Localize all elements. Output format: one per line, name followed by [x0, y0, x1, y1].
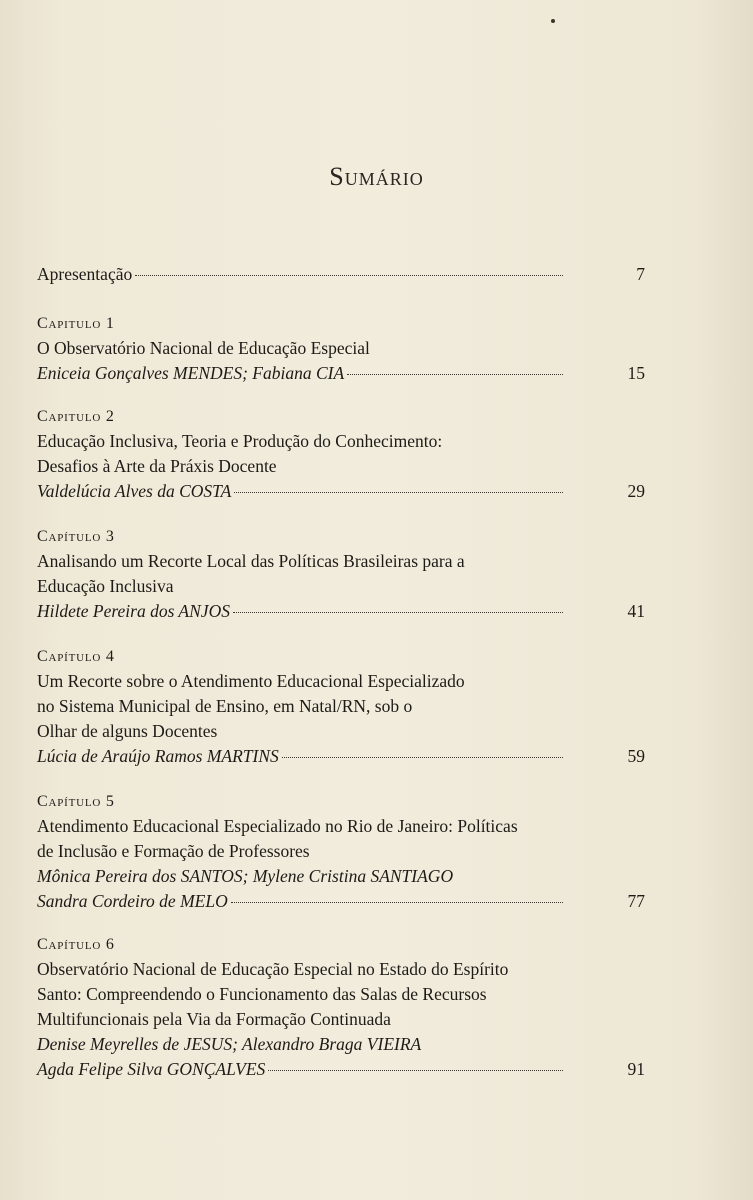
chapter-author: Sandra Cordeiro de MELO: [37, 891, 228, 911]
page-number: 41: [627, 601, 645, 621]
chapter-title-line: Olhar de alguns Docentes: [37, 721, 218, 741]
dot-leader: [268, 1070, 563, 1071]
dot-leader: [347, 374, 563, 375]
leader-line: [37, 1057, 563, 1082]
toc-entry-chapter-4: [37, 645, 645, 769]
dot-leader: [231, 902, 563, 903]
leader-line: [37, 262, 563, 287]
chapter-title-line: Observatório Nacional de Educação Especial no Estado do Espírito: [37, 959, 509, 979]
page-number: 91: [627, 1059, 645, 1079]
chapter-title-line: de Inclusão e Formação de Professores: [37, 841, 310, 861]
chapter-title-line: Santo: Compreendendo o Funcionamento das Salas de Recursos: [37, 984, 487, 1004]
page-number: 77: [627, 891, 645, 911]
page-number: 59: [627, 746, 645, 766]
chapter-title-line: O Observatório Nacional de Educação Especial: [37, 338, 370, 358]
chapter-label: Capítulo 5: [37, 793, 115, 810]
leader-line: [37, 479, 563, 504]
chapter-author: Agda Felipe Silva GONÇALVES: [37, 1059, 266, 1079]
chapter-author: Eniceia Gonçalves MENDES; Fabiana CIA: [37, 363, 345, 383]
page-number: 7: [636, 264, 645, 284]
page-title: Sumário: [329, 162, 424, 191]
chapter-author: Valdelúcia Alves da COSTA: [37, 481, 232, 501]
toc-entry-chapter-3: [37, 525, 645, 624]
ink-dot: [551, 19, 555, 23]
chapter-label: Capitulo 2: [37, 408, 115, 425]
leader-line: [37, 744, 563, 769]
dot-leader: [233, 612, 563, 613]
chapter-title-line: no Sistema Municipal de Ensino, em Natal/RN, sob o: [37, 696, 413, 716]
page-number: 29: [627, 481, 645, 501]
toc-entry-chapter-1: [37, 312, 645, 386]
chapter-title-line: Atendimento Educacional Especializado no Rio de Janeiro: Políticas: [37, 816, 518, 836]
dot-leader: [282, 757, 563, 758]
chapter-title-line: Desafios à Arte da Práxis Docente: [37, 456, 277, 476]
chapter-label: Capítulo 6: [37, 936, 115, 953]
chapter-title-line: Um Recorte sobre o Atendimento Educacional Especializado: [37, 671, 465, 691]
leader-line: [37, 889, 563, 914]
chapter-title-line: Analisando um Recorte Local das Políticas Brasileiras para a: [37, 551, 465, 571]
chapter-label: Capítulo 4: [37, 648, 115, 665]
chapter-title-line: Educação Inclusiva: [37, 576, 174, 596]
chapter-label: Capítulo 3: [37, 528, 115, 545]
chapter-label: Capitulo 1: [37, 315, 115, 332]
chapter-title-line: Multifuncionais pela Via da Formação Continuada: [37, 1009, 391, 1029]
leader-line: [37, 361, 563, 386]
leader-line: [37, 599, 563, 624]
dot-leader: [135, 275, 563, 276]
page-number: 15: [627, 363, 645, 383]
chapter-author: Lúcia de Araújo Ramos MARTINS: [37, 746, 279, 766]
toc-entry-chapter-6: [37, 933, 645, 1082]
toc-entry-presentation: [37, 262, 645, 287]
toc-entry-chapter-2: [37, 405, 645, 504]
chapter-author: Hildete Pereira dos ANJOS: [37, 601, 230, 621]
dot-leader: [234, 492, 563, 493]
chapter-title-line: Educação Inclusiva, Teoria e Produção do Conhecimento:: [37, 431, 443, 451]
chapter-author: Denise Meyrelles de JESUS; Alexandro Braga VIEIRA: [37, 1034, 422, 1054]
presentation-label: Apresentação: [37, 264, 133, 284]
toc-entry-chapter-5: [37, 790, 645, 914]
chapter-author: Mônica Pereira dos SANTOS; Mylene Cristina SANTIAGO: [37, 866, 454, 886]
